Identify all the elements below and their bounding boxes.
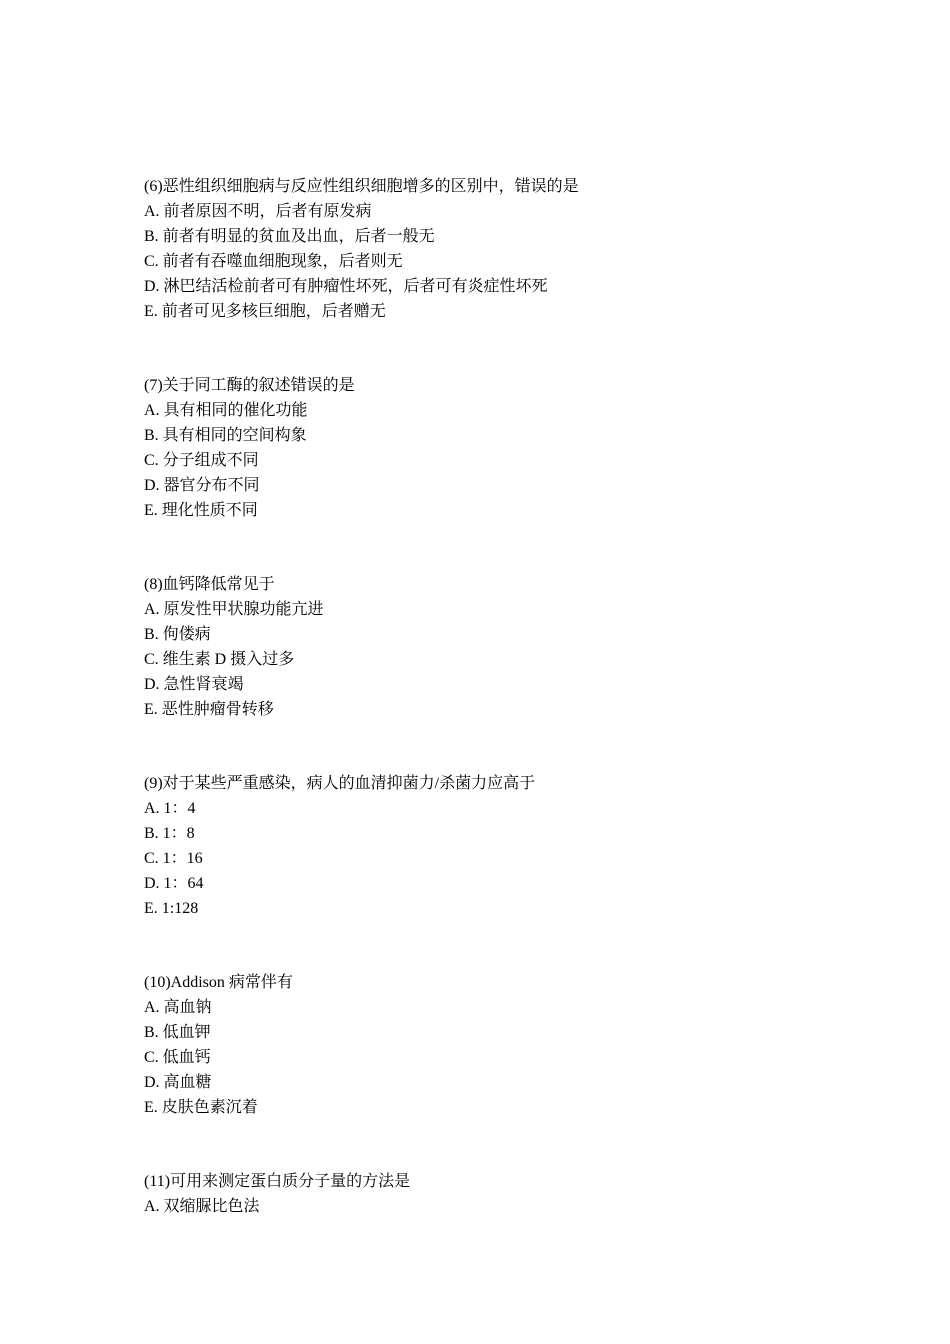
option-d: D. 淋巴结活检前者可有肿瘤性坏死，后者可有炎症性坏死 — [144, 278, 548, 295]
option-e: E. 理化性质不同 — [144, 502, 258, 519]
question-stem: (10)Addison 病常伴有 — [144, 974, 293, 991]
question-10 — [144, 970, 844, 1120]
option-c: C. 1：16 — [144, 850, 203, 867]
question-stem: (7)关于同工酶的叙述错误的是 — [144, 377, 355, 394]
option-d: D. 器官分布不同 — [144, 477, 260, 494]
option-a: A. 具有相同的催化功能 — [144, 402, 308, 419]
option-a: A. 前者原因不明，后者有原发病 — [144, 203, 372, 220]
option-e: E. 1:128 — [144, 900, 199, 917]
option-b: B. 1：8 — [144, 825, 195, 842]
option-a: A. 高血钠 — [144, 999, 212, 1016]
question-6 — [144, 174, 844, 324]
option-d: D. 1：64 — [144, 875, 204, 892]
option-e: E. 恶性肿瘤骨转移 — [144, 701, 274, 718]
option-b: B. 前者有明显的贫血及出血，后者一般无 — [144, 228, 435, 245]
option-d: D. 急性肾衰竭 — [144, 676, 244, 693]
question-11 — [144, 1169, 844, 1219]
option-a: A. 原发性甲状腺功能亢进 — [144, 601, 324, 618]
option-e: E. 前者可见多核巨细胞，后者赠无 — [144, 303, 386, 320]
option-d: D. 高血糖 — [144, 1074, 212, 1091]
option-c: C. 分子组成不同 — [144, 452, 259, 469]
option-b: B. 具有相同的空间构象 — [144, 427, 307, 444]
question-stem: (8)血钙降低常见于 — [144, 576, 275, 593]
option-b: B. 佝偻病 — [144, 626, 211, 643]
question-stem: (6)恶性组织细胞病与反应性组织细胞增多的区别中，错误的是 — [144, 178, 579, 195]
question-9 — [144, 771, 844, 921]
option-e: E. 皮肤色素沉着 — [144, 1099, 258, 1116]
question-stem: (11)可用来测定蛋白质分子量的方法是 — [144, 1173, 411, 1190]
option-a: A. 1：4 — [144, 800, 196, 817]
question-list — [144, 174, 844, 1268]
option-a: A. 双缩脲比色法 — [144, 1198, 260, 1215]
question-stem: (9)对于某些严重感染，病人的血清抑菌力/杀菌力应高于 — [144, 775, 536, 792]
question-7 — [144, 373, 844, 523]
option-c: C. 低血钙 — [144, 1049, 211, 1066]
option-c: C. 前者有吞噬血细胞现象，后者则无 — [144, 253, 403, 270]
question-8 — [144, 572, 844, 722]
option-b: B. 低血钾 — [144, 1024, 211, 1041]
option-c: C. 维生素 D 摄入过多 — [144, 651, 295, 668]
